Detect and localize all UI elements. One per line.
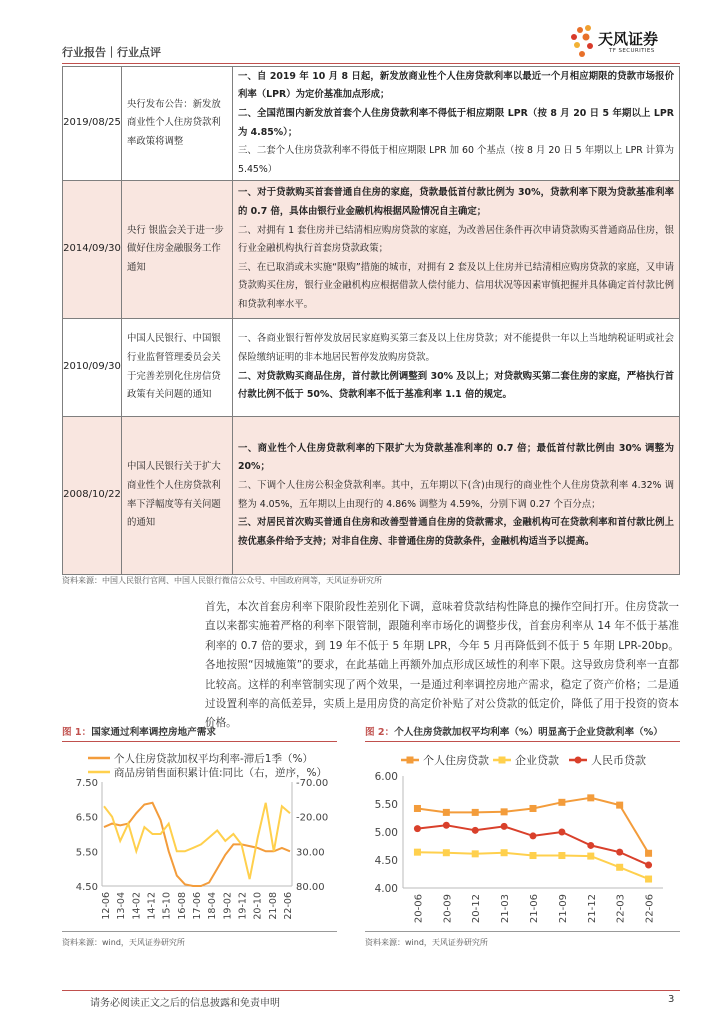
- left-tick-label: 4.50: [75, 882, 98, 893]
- right-tick-label: -20.00: [296, 812, 329, 824]
- header-rule: [62, 63, 680, 64]
- x-tick-label: 16-08: [176, 892, 188, 920]
- table-row: [63, 67, 680, 181]
- data-point: [472, 809, 479, 816]
- x-tick-label: 19-02: [222, 892, 234, 920]
- right-tick-label: -70.00: [296, 778, 329, 789]
- content-line: 二、全国范围内新发放首套个人住房贷款利率不得低于相应期限 LPR（按 8 月 20 日 5 年期以上 LPR 为 4.85%）；: [238, 107, 674, 138]
- content-line-emphasis: 一、对于贷款购买首套普通自住房的家庭，贷款最低首付款比例为 30%，贷款利率下限为贷款基准利率的 0.7 倍，具体由银行业金融机构根据风险情况自主确定；: [238, 187, 674, 218]
- y-tick-label: 6.00: [374, 771, 398, 783]
- y-tick-label: 4.50: [374, 855, 398, 867]
- x-tick-label: 22-06: [644, 894, 656, 924]
- left-tick-label: 7.50: [75, 778, 98, 789]
- y-tick-label: 5.00: [374, 827, 398, 839]
- series-line-3: [417, 825, 648, 865]
- x-tick-label: 22-03: [615, 894, 627, 924]
- data-point: [558, 852, 565, 859]
- legend-label: 个人住房贷款加权平均利率-滞后1季（%）: [114, 753, 313, 765]
- data-point: [558, 829, 565, 836]
- row-title: 中国人民银行关于扩大商业性个人住房贷款利率下浮幅度等有关问题的通知: [122, 417, 233, 575]
- data-point: [616, 849, 623, 856]
- row-date: 2008/10/22: [63, 417, 122, 575]
- data-point: [530, 805, 537, 812]
- data-point: [472, 827, 479, 834]
- row-date: 2010/09/30: [63, 319, 122, 417]
- figure2-bottom-rule: [365, 931, 680, 932]
- data-point: [645, 876, 652, 883]
- table-row: [63, 181, 680, 319]
- legend-marker: [407, 757, 414, 764]
- figure1-chart: [60, 746, 340, 930]
- policy-table: [62, 66, 680, 575]
- row-content: [233, 417, 680, 575]
- legend-marker: [499, 757, 506, 764]
- x-tick-label: 22-06: [283, 892, 294, 920]
- legend-label: 人民币贷款: [591, 754, 646, 767]
- data-point: [443, 822, 450, 829]
- content-line: 三、对居民首次购买普通自住房和改善型普通自住房的贷款需求，金融机构可在贷款利率和首付款比例上按优惠条件给予支持；对非自住房、非普通住房的贷款条件，金融机构适当予以提高。: [238, 517, 674, 547]
- row-date: 2019/08/25: [63, 67, 122, 181]
- figure1-source: 资料来源：wind，天风证券研究所: [62, 938, 185, 947]
- row-content: [233, 181, 680, 319]
- left-tick-label: 5.50: [75, 847, 98, 859]
- x-tick-label: 21-12: [586, 894, 598, 924]
- table-row: [63, 319, 680, 417]
- x-tick-label: 21-03: [500, 894, 512, 924]
- y-tick-label: 4.00: [374, 883, 398, 895]
- figure2-title: [365, 724, 663, 738]
- x-tick-label: 14-12: [146, 892, 158, 920]
- data-point: [558, 799, 565, 806]
- data-point: [645, 862, 652, 869]
- data-point: [443, 849, 450, 856]
- row-title: 央行发布公告：新发放商业性个人住房贷款利率政策将调整: [122, 67, 233, 181]
- legend-label: 个人住房贷款: [423, 754, 489, 767]
- data-point: [616, 802, 623, 809]
- x-tick-label: 12-06: [101, 892, 112, 920]
- page-number: 3: [668, 994, 675, 1005]
- row-title: 央行 银监会关于进一步做好住房金融服务工作通知: [122, 181, 233, 319]
- content-line: 三、二套个人住房贷款利率不得低于相应期限 LPR 加 60 个基点（按 8 月 20 日 5 年期以上 LPR 计算为 5.45%）: [238, 145, 674, 175]
- right-tick-label: 80.00: [296, 882, 325, 893]
- data-point: [501, 808, 508, 815]
- row-content: [233, 319, 680, 417]
- content-line: [238, 184, 674, 221]
- data-point: [587, 853, 594, 860]
- x-tick-label: 14-02: [131, 892, 143, 920]
- figure1-title: [62, 724, 216, 738]
- data-point: [616, 864, 623, 871]
- data-point: [443, 809, 450, 816]
- x-tick-label: 20-12: [471, 894, 483, 924]
- data-point: [414, 849, 421, 856]
- content-line: 二、对拥有 1 套住房并已结清相应购房贷款的家庭，为改善居住条件再次申请贷款购买普通商品住房，银行业金融机构执行首套房贷款政策；: [238, 224, 674, 255]
- footer-rule: [62, 990, 680, 991]
- x-tick-label: 21-09: [557, 894, 569, 924]
- footer-disclaimer: 请务必阅读正文之后的信息披露和免责申明: [90, 998, 280, 1009]
- data-point: [501, 849, 508, 856]
- figure1-title-text: 国家通过利率调控房地产需求: [91, 727, 216, 738]
- figure2-number: 图 2：: [365, 727, 395, 738]
- figure2-title-text: 个人住房贷款加权平均利率（%）明显高于企业贷款利率（%）: [394, 727, 663, 738]
- x-tick-label: 15-10: [161, 892, 173, 920]
- legend-marker: [575, 757, 582, 764]
- content-line: 二、对贷款购买商品住房，首付款比例调整到 30% 及以上；对贷款购买第二套住房的家庭，严格执行首付款比例不低于 50%、贷款利率不低于基准利率 1.1 倍的规定。: [238, 370, 674, 401]
- data-point: [501, 823, 508, 830]
- row-date: 2014/09/30: [63, 181, 122, 319]
- x-tick-label: 19-12: [237, 892, 249, 920]
- figure2-rule: [365, 741, 680, 742]
- figure2-chart: [363, 746, 681, 930]
- content-line: 一、各商业银行暂停发放居民家庭购买第三套及以上住房贷款；对不能提供一年以上当地纳税证明或社会保险缴纳证明的非本地居民暂停发放购房贷款。: [238, 333, 674, 363]
- data-point: [587, 842, 594, 849]
- figure1-number: 图 1：: [62, 727, 92, 738]
- figure1-bottom-rule: [62, 931, 337, 932]
- left-tick-label: 6.50: [75, 812, 98, 824]
- x-tick-label: 21-08: [267, 892, 279, 920]
- data-point: [414, 805, 421, 812]
- logo-subtitle: TF SECURITIES: [609, 48, 655, 54]
- data-point: [472, 850, 479, 857]
- right-tick-label: 30.00: [296, 847, 325, 859]
- data-point: [414, 825, 421, 832]
- figure1-rule: [62, 741, 337, 742]
- x-tick-label: 20-10: [252, 892, 264, 920]
- data-point: [530, 832, 537, 839]
- table-source: 资料来源：中国人民银行官网、中国人民银行微信公众号、中国政府网等，天风证券研究所: [62, 576, 382, 585]
- content-line: 一、商业性个人住房贷款利率的下限扩大为贷款基准利率的 0.7 倍；最低首付款比例由 30% 调整为 20%；: [238, 442, 674, 473]
- figure2-source: 资料来源：wind，天风证券研究所: [365, 938, 488, 947]
- content-line: 三、在已取消或未实施“限购”措施的城市，对拥有 2 套及以上住房并已结清相应购房贷款的家庭，又申请贷款购买住房，银行业金融机构应根据借款人偿付能力、信用状况等因素审慎把握并具体确定首付款比例和贷款利率水平。: [238, 261, 674, 310]
- report-category: 行业报告｜行业点评: [62, 46, 161, 59]
- content-line: 二、下调个人住房公积金贷款利率。其中，五年期以下(含)由现行的商业性个人住房贷款利率 4.32% 调整为 4.05%，五年期以上由现行的 4.86% 调整为 4.59%，分别下调 0.27 个百分点；: [238, 479, 674, 510]
- row-content: [233, 67, 680, 181]
- series-line-2: [104, 803, 290, 879]
- x-tick-label: 20-06: [413, 894, 425, 924]
- x-tick-label: 18-04: [207, 892, 219, 920]
- y-tick-label: 5.50: [374, 799, 398, 811]
- data-point: [587, 794, 594, 801]
- content-line: 一、自 2019 年 10 月 8 日起，新发放商业性个人住房贷款利率以最近一个月相应期限的贷款市场报价利率（LPR）为定价基准加点形成；: [238, 70, 674, 101]
- x-tick-label: 20-09: [442, 894, 454, 924]
- logo-text: 天风证券: [598, 30, 659, 48]
- x-tick-label: 13-04: [116, 892, 128, 920]
- data-point: [645, 850, 652, 857]
- row-title: 中国人民银行、中国银行业监督管理委员会关于完善差别化住房信贷政策有关问题的通知: [122, 319, 233, 417]
- body-paragraph: 首先，本次首套房利率下限阶段性差别化下调，意味着贷款结构性降息的操作空间打开。住房贷款一直以来都实施着严格的利率下限管制，跟随利率市场化的调整步伐，首套房利率从 14 年不低于基准利率的 0.7 倍的要求，到 19 年不低于 5 年期 LPR，今年 5 月再降低到不低于 5 年期 LPR-20bp。各地按照“因城施策”的要求，在此基础上再额外加点形成区域性的利率下限。这导致房贷利率一直都比较高。这样的利率管制实现了两个效果，一是通过利率调控房地产需求，稳定了资产价格；二是通过设置利率的高低差异，实质上是用房贷的高定价补贴了对公贷款的低定价，降低了用于投资的资本价格。: [205, 601, 679, 730]
- legend-label: 企业贷款: [515, 754, 559, 767]
- legend-label: 商品房销售面积累计值:同比（右，逆序，%）: [114, 767, 328, 779]
- x-tick-label: 21-06: [529, 894, 540, 924]
- data-point: [530, 852, 537, 859]
- x-tick-label: 17-06: [192, 892, 203, 920]
- table-row: [63, 417, 680, 575]
